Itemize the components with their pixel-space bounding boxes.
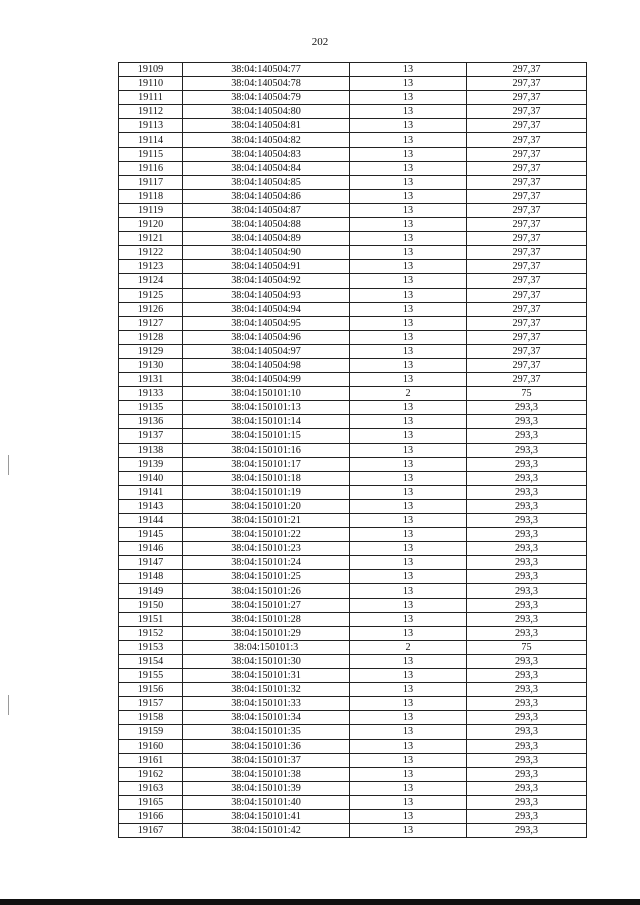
cadastral-number-cell: 38:04:140504:77 [183,63,350,77]
row-id-cell: 19112 [119,105,183,119]
area-cell: 293,3 [467,711,587,725]
row-id-cell: 19163 [119,781,183,795]
count-cell: 13 [350,683,467,697]
area-cell: 293,3 [467,669,587,683]
count-cell: 13 [350,91,467,105]
row-id-cell: 19117 [119,175,183,189]
row-id-cell: 19111 [119,91,183,105]
count-cell: 13 [350,63,467,77]
cadastral-number-cell: 38:04:150101:36 [183,739,350,753]
cadastral-number-cell: 38:04:150101:10 [183,387,350,401]
cadastral-number-cell: 38:04:140504:85 [183,175,350,189]
cadastral-number-cell: 38:04:140504:96 [183,330,350,344]
cadastral-number-cell: 38:04:150101:22 [183,528,350,542]
table-row [119,330,587,344]
table-row [119,753,587,767]
count-cell: 13 [350,457,467,471]
count-cell: 13 [350,316,467,330]
count-cell: 13 [350,499,467,513]
table-row [119,795,587,809]
cadastral-number-cell: 38:04:150101:3 [183,640,350,654]
row-id-cell: 19138 [119,443,183,457]
count-cell: 13 [350,809,467,823]
cadastral-number-cell: 38:04:140504:91 [183,260,350,274]
table-row [119,133,587,147]
row-id-cell: 19148 [119,570,183,584]
count-cell: 13 [350,373,467,387]
count-cell: 2 [350,640,467,654]
cadastral-number-cell: 38:04:150101:21 [183,514,350,528]
count-cell: 13 [350,767,467,781]
count-cell: 13 [350,105,467,119]
cadastral-number-cell: 38:04:150101:13 [183,401,350,415]
count-cell: 13 [350,711,467,725]
row-id-cell: 19159 [119,725,183,739]
area-cell: 297,37 [467,344,587,358]
area-cell: 293,3 [467,739,587,753]
area-cell: 297,37 [467,119,587,133]
row-id-cell: 19145 [119,528,183,542]
table-row [119,77,587,91]
table-row [119,373,587,387]
cadastral-number-cell: 38:04:140504:82 [183,133,350,147]
row-id-cell: 19137 [119,429,183,443]
count-cell: 13 [350,570,467,584]
area-cell: 297,37 [467,105,587,119]
count-cell: 13 [350,485,467,499]
table-row [119,711,587,725]
count-cell: 13 [350,528,467,542]
cadastral-number-cell: 38:04:140504:92 [183,274,350,288]
row-id-cell: 19116 [119,161,183,175]
table-row [119,471,587,485]
row-id-cell: 19114 [119,133,183,147]
cadastral-number-cell: 38:04:150101:19 [183,485,350,499]
area-cell: 293,3 [467,795,587,809]
row-id-cell: 19110 [119,77,183,91]
area-cell: 293,3 [467,514,587,528]
table-row [119,457,587,471]
cadastral-number-cell: 38:04:140504:88 [183,218,350,232]
count-cell: 13 [350,725,467,739]
row-id-cell: 19126 [119,302,183,316]
area-cell: 293,3 [467,809,587,823]
area-cell: 293,3 [467,654,587,668]
cadastral-number-cell: 38:04:140504:93 [183,288,350,302]
area-cell: 297,37 [467,147,587,161]
count-cell: 13 [350,260,467,274]
count-cell: 13 [350,612,467,626]
cadastral-number-cell: 38:04:140504:95 [183,316,350,330]
table-row [119,739,587,753]
row-id-cell: 19158 [119,711,183,725]
table-row [119,528,587,542]
table-row [119,499,587,513]
cadastral-number-cell: 38:04:150101:42 [183,824,350,838]
area-cell: 297,37 [467,330,587,344]
area-cell: 297,37 [467,77,587,91]
table-row [119,63,587,77]
table-row [119,612,587,626]
area-cell: 293,3 [467,824,587,838]
cadastral-number-cell: 38:04:150101:32 [183,683,350,697]
count-cell: 13 [350,274,467,288]
row-id-cell: 19135 [119,401,183,415]
area-cell: 297,37 [467,91,587,105]
row-id-cell: 19144 [119,514,183,528]
area-cell: 297,37 [467,63,587,77]
table-row [119,669,587,683]
area-cell: 293,3 [467,429,587,443]
row-id-cell: 19156 [119,683,183,697]
cadastral-number-cell: 38:04:150101:25 [183,570,350,584]
table-row [119,316,587,330]
table-row [119,767,587,781]
table-row [119,246,587,260]
cadastral-number-cell: 38:04:140504:97 [183,344,350,358]
cadastral-number-cell: 38:04:140504:78 [183,77,350,91]
row-id-cell: 19150 [119,598,183,612]
count-cell: 13 [350,654,467,668]
count-cell: 13 [350,542,467,556]
table-row [119,218,587,232]
area-cell: 293,3 [467,753,587,767]
table-row [119,288,587,302]
count-cell: 13 [350,739,467,753]
table-row [119,584,587,598]
count-cell: 2 [350,387,467,401]
count-cell: 13 [350,330,467,344]
table-row [119,556,587,570]
row-id-cell: 19152 [119,626,183,640]
area-cell: 293,3 [467,485,587,499]
area-cell: 293,3 [467,626,587,640]
cadastral-number-cell: 38:04:150101:16 [183,443,350,457]
area-cell: 297,37 [467,358,587,372]
data-table [118,62,587,838]
count-cell: 13 [350,669,467,683]
count-cell: 13 [350,598,467,612]
row-id-cell: 19154 [119,654,183,668]
area-cell: 297,37 [467,232,587,246]
cadastral-number-cell: 38:04:150101:15 [183,429,350,443]
row-id-cell: 19121 [119,232,183,246]
cadastral-number-cell: 38:04:140504:90 [183,246,350,260]
cadastral-number-cell: 38:04:150101:39 [183,781,350,795]
area-cell: 293,3 [467,499,587,513]
row-id-cell: 19109 [119,63,183,77]
count-cell: 13 [350,302,467,316]
scan-artifact [8,455,9,475]
cadastral-number-cell: 38:04:150101:18 [183,471,350,485]
cadastral-number-cell: 38:04:150101:20 [183,499,350,513]
row-id-cell: 19146 [119,542,183,556]
count-cell: 13 [350,556,467,570]
area-cell: 293,3 [467,570,587,584]
area-cell: 297,37 [467,274,587,288]
count-cell: 13 [350,514,467,528]
cadastral-number-cell: 38:04:140504:87 [183,203,350,217]
table-row [119,189,587,203]
cadastral-number-cell: 38:04:150101:23 [183,542,350,556]
count-cell: 13 [350,358,467,372]
row-id-cell: 19113 [119,119,183,133]
table-row [119,401,587,415]
cadastral-number-cell: 38:04:150101:40 [183,795,350,809]
count-cell: 13 [350,753,467,767]
cadastral-number-cell: 38:04:140504:81 [183,119,350,133]
area-cell: 293,3 [467,767,587,781]
row-id-cell: 19115 [119,147,183,161]
row-id-cell: 19149 [119,584,183,598]
row-id-cell: 19129 [119,344,183,358]
area-cell: 293,3 [467,401,587,415]
table-row [119,485,587,499]
area-cell: 297,37 [467,218,587,232]
area-cell: 293,3 [467,471,587,485]
count-cell: 13 [350,246,467,260]
table-row [119,598,587,612]
count-cell: 13 [350,203,467,217]
table-row [119,626,587,640]
count-cell: 13 [350,824,467,838]
area-cell: 293,3 [467,542,587,556]
table-row [119,683,587,697]
count-cell: 13 [350,471,467,485]
count-cell: 13 [350,133,467,147]
cadastral-number-cell: 38:04:150101:26 [183,584,350,598]
area-cell: 293,3 [467,725,587,739]
table-row [119,697,587,711]
row-id-cell: 19133 [119,387,183,401]
row-id-cell: 19119 [119,203,183,217]
area-cell: 297,37 [467,175,587,189]
row-id-cell: 19141 [119,485,183,499]
table-row [119,358,587,372]
area-cell: 293,3 [467,598,587,612]
count-cell: 13 [350,401,467,415]
table-row [119,443,587,457]
row-id-cell: 19122 [119,246,183,260]
count-cell: 13 [350,77,467,91]
table-row [119,542,587,556]
area-cell: 297,37 [467,161,587,175]
row-id-cell: 19124 [119,274,183,288]
area-cell: 297,37 [467,316,587,330]
row-id-cell: 19139 [119,457,183,471]
count-cell: 13 [350,175,467,189]
row-id-cell: 19140 [119,471,183,485]
row-id-cell: 19125 [119,288,183,302]
cadastral-number-cell: 38:04:150101:34 [183,711,350,725]
table-row [119,824,587,838]
table-row [119,387,587,401]
table-row [119,725,587,739]
cadastral-number-cell: 38:04:150101:35 [183,725,350,739]
area-cell: 293,3 [467,457,587,471]
count-cell: 13 [350,781,467,795]
row-id-cell: 19120 [119,218,183,232]
row-id-cell: 19118 [119,189,183,203]
count-cell: 13 [350,429,467,443]
row-id-cell: 19160 [119,739,183,753]
row-id-cell: 19151 [119,612,183,626]
area-cell: 297,37 [467,260,587,274]
row-id-cell: 19128 [119,330,183,344]
cadastral-number-cell: 38:04:150101:30 [183,654,350,668]
area-cell: 297,37 [467,189,587,203]
count-cell: 13 [350,119,467,133]
table-row [119,203,587,217]
area-cell: 293,3 [467,443,587,457]
row-id-cell: 19157 [119,697,183,711]
cadastral-number-cell: 38:04:140504:84 [183,161,350,175]
area-cell: 297,37 [467,203,587,217]
table-body [119,63,587,838]
table-row [119,570,587,584]
table-row [119,105,587,119]
table-row [119,175,587,189]
area-cell: 293,3 [467,612,587,626]
table-row [119,232,587,246]
table-row [119,119,587,133]
table-row [119,260,587,274]
count-cell: 13 [350,288,467,302]
count-cell: 13 [350,218,467,232]
scan-artifact [8,695,9,715]
count-cell: 13 [350,232,467,246]
row-id-cell: 19155 [119,669,183,683]
row-id-cell: 19130 [119,358,183,372]
area-cell: 297,37 [467,246,587,260]
row-id-cell: 19136 [119,415,183,429]
table-row [119,302,587,316]
cadastral-number-cell: 38:04:140504:86 [183,189,350,203]
area-cell: 293,3 [467,683,587,697]
area-cell: 293,3 [467,556,587,570]
row-id-cell: 19153 [119,640,183,654]
area-cell: 75 [467,640,587,654]
cadastral-number-cell: 38:04:140504:98 [183,358,350,372]
cadastral-number-cell: 38:04:150101:31 [183,669,350,683]
cadastral-number-cell: 38:04:150101:38 [183,767,350,781]
table-row [119,91,587,105]
cadastral-number-cell: 38:04:150101:33 [183,697,350,711]
area-cell: 293,3 [467,584,587,598]
table-row [119,781,587,795]
area-cell: 293,3 [467,781,587,795]
cadastral-number-cell: 38:04:150101:28 [183,612,350,626]
count-cell: 13 [350,147,467,161]
page-number: 202 [311,36,329,48]
row-id-cell: 19167 [119,824,183,838]
cadastral-number-cell: 38:04:150101:27 [183,598,350,612]
cadastral-number-cell: 38:04:140504:94 [183,302,350,316]
area-cell: 297,37 [467,288,587,302]
row-id-cell: 19131 [119,373,183,387]
area-cell: 75 [467,387,587,401]
cadastral-number-cell: 38:04:150101:17 [183,457,350,471]
scan-edge-bar [0,899,640,905]
area-cell: 297,37 [467,373,587,387]
count-cell: 13 [350,584,467,598]
table-row [119,415,587,429]
row-id-cell: 19166 [119,809,183,823]
cadastral-number-cell: 38:04:150101:29 [183,626,350,640]
table-row [119,429,587,443]
table-row [119,654,587,668]
row-id-cell: 19147 [119,556,183,570]
cadastral-number-cell: 38:04:140504:89 [183,232,350,246]
table-row [119,161,587,175]
cadastral-number-cell: 38:04:150101:14 [183,415,350,429]
cadastral-number-cell: 38:04:150101:37 [183,753,350,767]
row-id-cell: 19162 [119,767,183,781]
cadastral-number-cell: 38:04:150101:24 [183,556,350,570]
count-cell: 13 [350,443,467,457]
count-cell: 13 [350,626,467,640]
count-cell: 13 [350,161,467,175]
area-cell: 297,37 [467,302,587,316]
cadastral-number-cell: 38:04:150101:41 [183,809,350,823]
table-row [119,514,587,528]
row-id-cell: 19127 [119,316,183,330]
area-cell: 293,3 [467,528,587,542]
row-id-cell: 19123 [119,260,183,274]
area-cell: 293,3 [467,415,587,429]
row-id-cell: 19161 [119,753,183,767]
count-cell: 13 [350,415,467,429]
row-id-cell: 19165 [119,795,183,809]
count-cell: 13 [350,189,467,203]
area-cell: 293,3 [467,697,587,711]
table-row [119,147,587,161]
row-id-cell: 19143 [119,499,183,513]
cadastral-number-cell: 38:04:140504:80 [183,105,350,119]
table-row [119,809,587,823]
area-cell: 297,37 [467,133,587,147]
count-cell: 13 [350,344,467,358]
cadastral-number-cell: 38:04:140504:83 [183,147,350,161]
count-cell: 13 [350,697,467,711]
table-row [119,344,587,358]
count-cell: 13 [350,795,467,809]
table-row [119,640,587,654]
cadastral-number-cell: 38:04:140504:79 [183,91,350,105]
table-row [119,274,587,288]
cadastral-number-cell: 38:04:140504:99 [183,373,350,387]
